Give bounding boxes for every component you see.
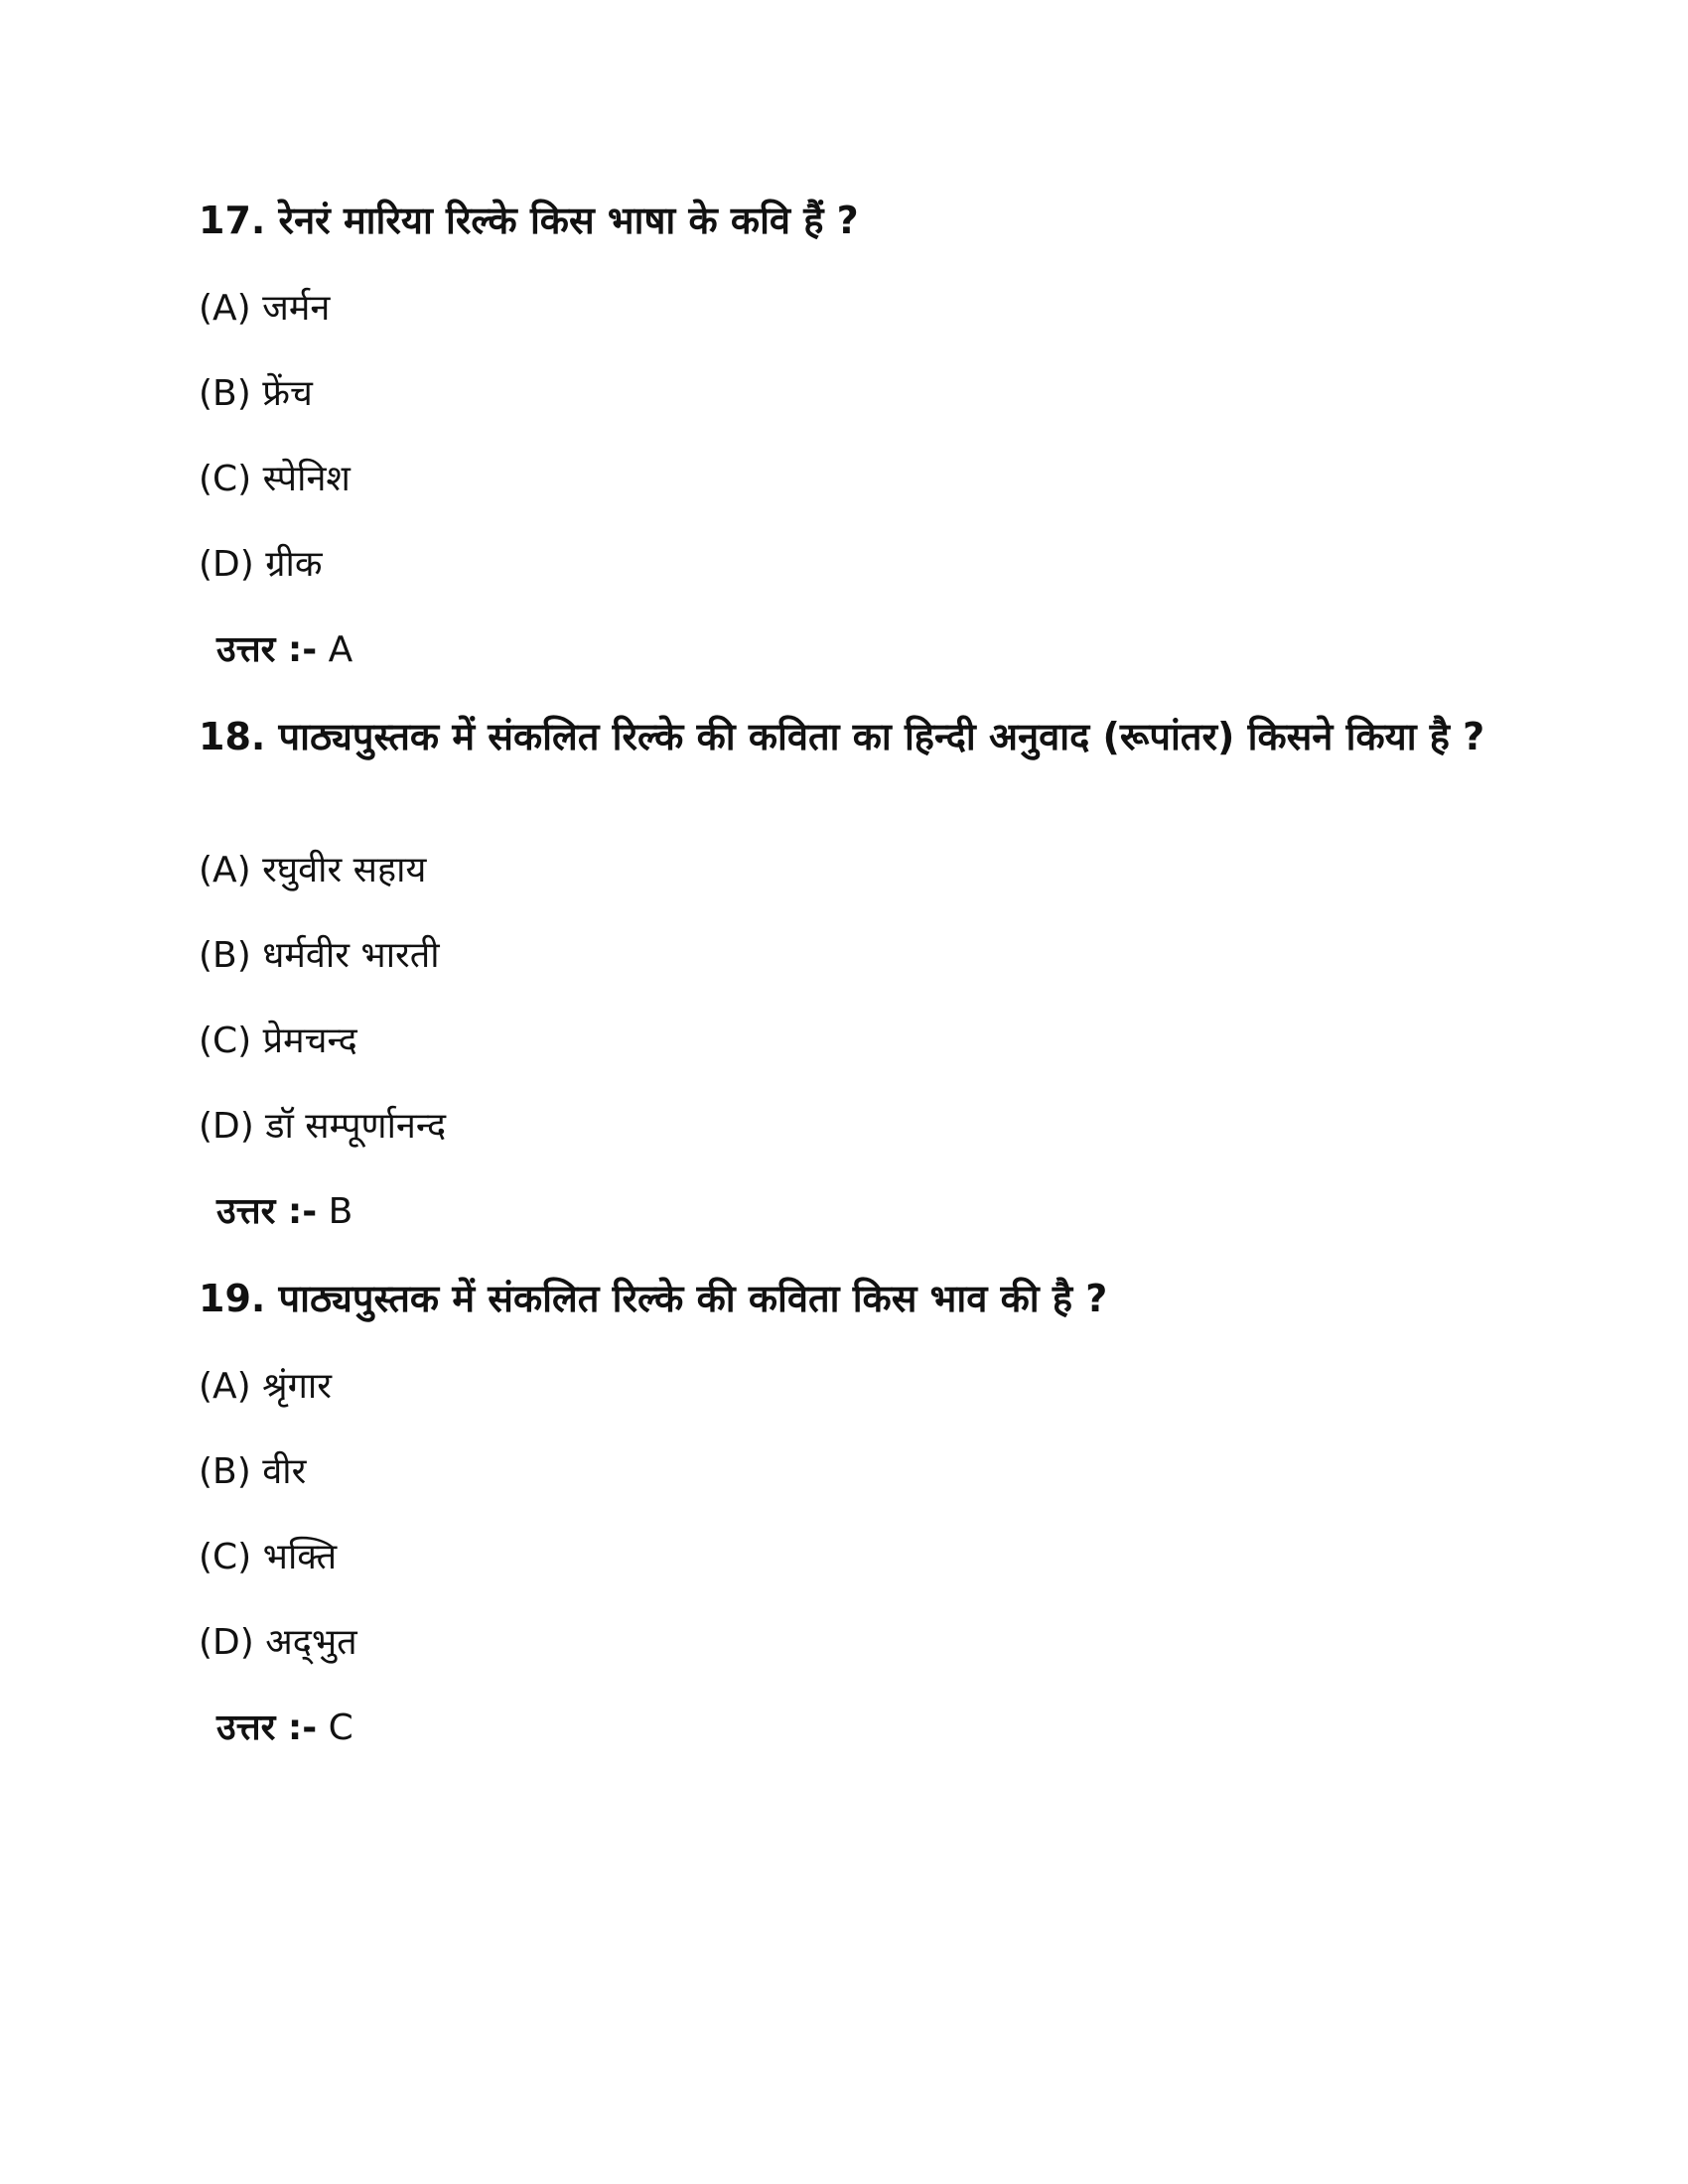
question-18-answer: [216, 1189, 352, 1235]
answer-label: उत्तर :-: [216, 1707, 318, 1748]
answer-value: B: [328, 1191, 353, 1232]
question-19-answer: [216, 1706, 353, 1751]
question-18-option-d: (D) डॉ सम्पूर्णानन्द: [199, 1106, 447, 1147]
question-17-option-b: (B) फ्रेंच: [199, 373, 313, 414]
question-17-option-c: (C) स्पेनिश: [199, 459, 351, 499]
question-18-option-c: (C) प्रेमचन्द: [199, 1021, 357, 1061]
question-19-option-c: (C) भक्ति: [199, 1537, 338, 1577]
answer-value: C: [328, 1707, 353, 1748]
question-18-text: 18. पाठ्यपुस्तक में संकलित रिल्के की कविता का हिन्दी अनुवाद (रूपांतर) किसने किया है ?: [199, 715, 1485, 758]
question-18-option-b: (B) धर्मवीर भारती: [199, 935, 440, 976]
question-19-option-d: (D) अद्‌भुत: [199, 1622, 357, 1663]
answer-value: A: [328, 629, 353, 670]
question-17-answer: [216, 627, 352, 673]
question-18-option-a: (A) रघुवीर सहाय: [199, 850, 427, 890]
answer-label: उत्तर :-: [216, 629, 318, 670]
question-17-text: 17. रेनरं मारिया रिल्के किस भाषा के कवि हैं ?: [199, 199, 859, 242]
answer-label: उत्तर :-: [216, 1191, 318, 1232]
question-17-option-d: (D) ग्रीक: [199, 544, 323, 585]
question-19-option-a: (A) श्रृंगार: [199, 1366, 332, 1407]
question-19-text: 19. पाठ्यपुस्तक में संकलित रिल्के की कविता किस भाव की है ?: [199, 1277, 1108, 1320]
question-17-option-a: (A) जर्मन: [199, 288, 331, 329]
question-19-option-b: (B) वीर: [199, 1451, 307, 1492]
